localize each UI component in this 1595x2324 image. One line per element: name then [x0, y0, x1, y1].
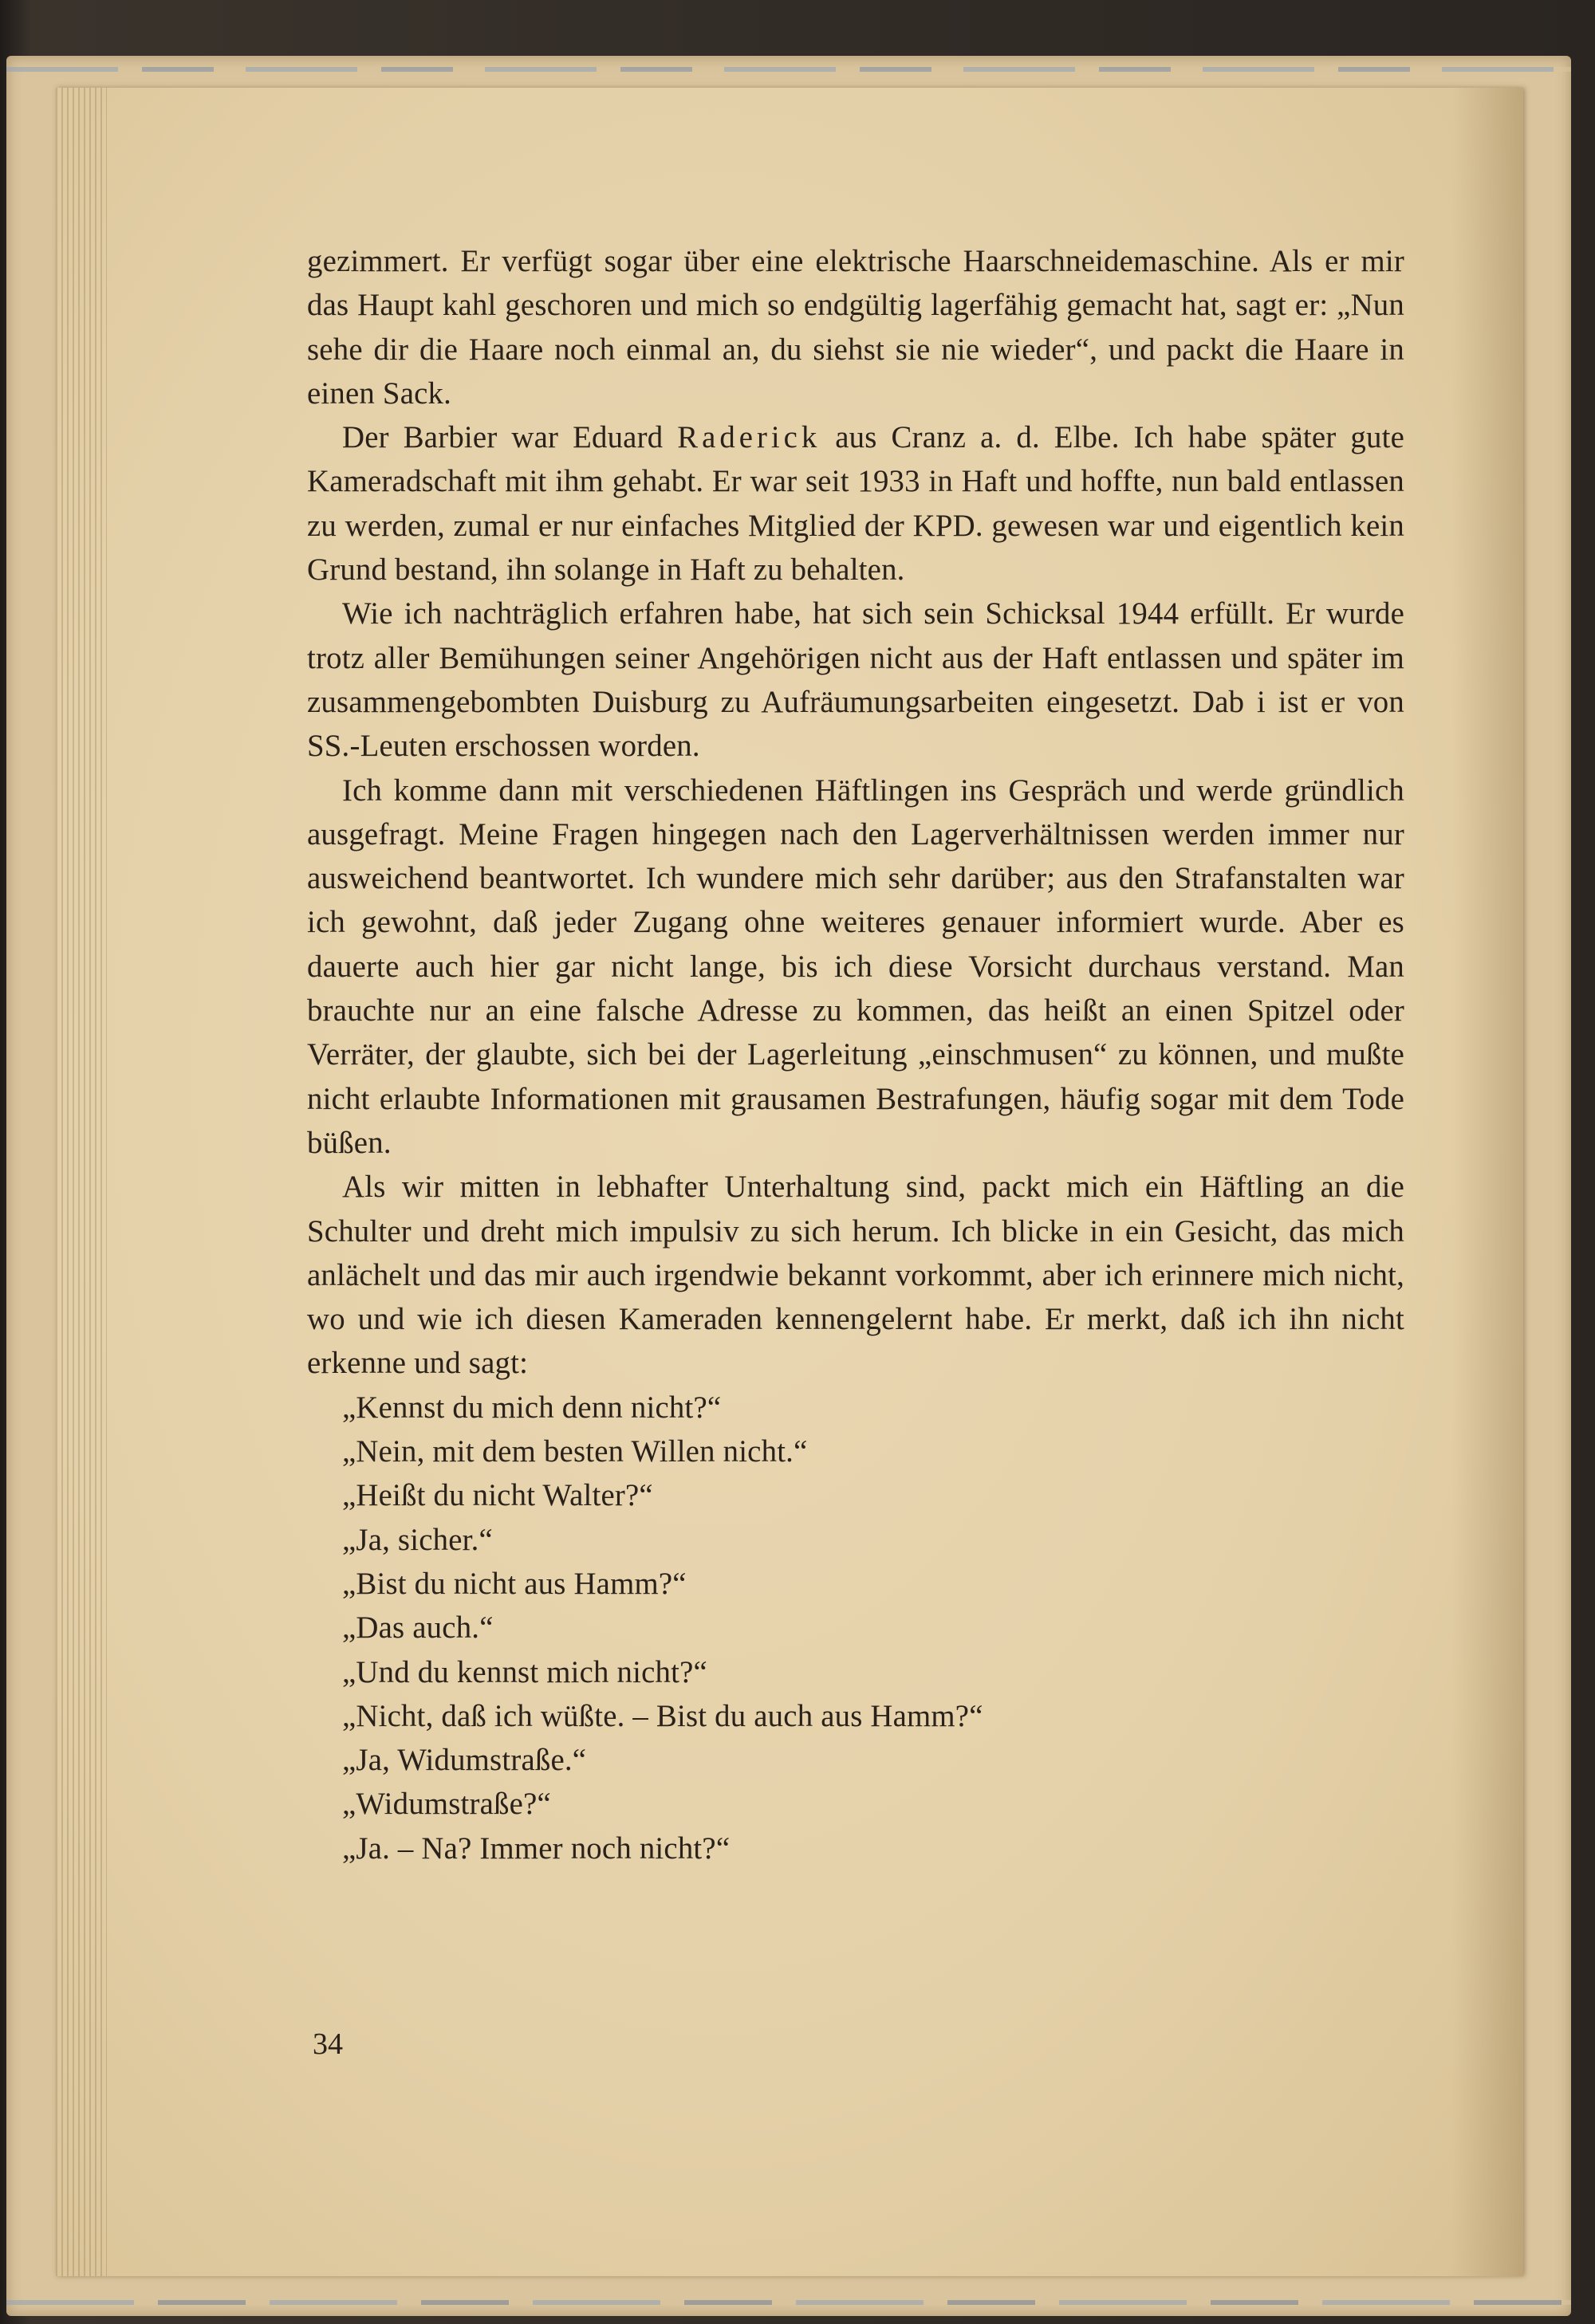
dialogue-line: „Nein, mit dem besten Willen nicht.“	[342, 1434, 808, 1469]
dialogue-line: „Nicht, daß ich wüßte. – Bist du auch aus Hamm?“	[342, 1698, 983, 1733]
page-number: 34	[313, 2027, 343, 2061]
dialogue-line: „Widumstraße?“	[342, 1787, 551, 1822]
body-text	[307, 239, 1404, 1870]
dialogue-line: „Heißt du nicht Walter?“	[342, 1478, 653, 1513]
emphasized-name: Raderick	[677, 420, 821, 455]
dialogue-line: „Kennst du mich denn nicht?“	[342, 1390, 722, 1425]
page-edge-lines	[56, 88, 107, 2276]
dialogue-line: „Bist du nicht aus Hamm?“	[342, 1566, 687, 1601]
paragraph-text-after: aus Cranz a. d. Elbe. Ich habe später gute Kameradschaft mit ihm gehabt. Er war seit 1933 in Haft und hoffte, nun bald entlassen zu werden, zumal er nur einfaches Mitglied der KPD. gewesen war und eigentlich kein Grund bestand, ihn solange in Haft zu behalten.	[307, 420, 1404, 588]
paragraph-begegnung: Als wir mitten in lebhafter Unterhaltung sind, packt mich ein Häftling an die Schulter und dreht mich impulsiv zu sich herum. Ich blicke in ein Gesicht, das mich anlächelt und das mir auch irgendwie bekannt vorkommt, aber ich erinnere mich nicht, wo und wie ich diesen Kameraden kennengelernt habe. Er merkt, daß ich ihn nicht erkenne und sagt:	[307, 1170, 1404, 1381]
dialogue-line: „Ja, Widumstraße.“	[342, 1743, 587, 1778]
paragraph-gespraech: Ich komme dann mit verschiedenen Häftlingen ins Gespräch und werde gründlich ausgefragt. Meine Fragen hingegen nach den Lagerverhältnissen werden immer nur ausweichend beantwortet. Ich wundere mich sehr darüber; aus den Strafanstalten war ich gewohnt, daß jeder Zugang ohne weiteres genauer informiert wurde. Aber es dauerte auch hier gar nicht lange, bis ich diese Vorsicht durchaus verstand. Man brauchte nur an eine falsche Adresse zu kommen, das heißt an einen Spitzel oder Verräter, der glaubte, sich bei der Lagerleitung „einschmusen“ zu können, und mußte nicht erlaubte Informationen mit grausamen Bestrafungen, häufig sogar mit dem Tode büßen.	[307, 773, 1404, 1160]
dialogue-line: „Ja. – Na? Immer noch nicht?“	[342, 1830, 731, 1866]
paragraph-continued: gezimmert. Er verfügt sogar über eine elektrische Haarschneidemaschine. Als er mir das Haupt kahl geschoren und mich so endgültig lagerfähig gemacht hat, sagt er: „Nun sehe dir die Haare noch einmal an, du siehst sie nie wieder“, und packt die Haare in einen Sack.	[307, 244, 1404, 411]
paragraph-barbier	[307, 415, 1404, 592]
dialogue-line: „Das auch.“	[342, 1610, 494, 1646]
dialogue-line: „Und du kennst mich nicht?“	[342, 1654, 707, 1689]
dialogue-line: „Ja, sicher.“	[342, 1522, 493, 1557]
dialogue	[307, 1386, 1404, 1870]
paragraph-schicksal: Wie ich nachträglich erfahren habe, hat sich sein Schicksal 1944 erfüllt. Er wurde trotz aller Bemühungen seiner Angehörigen nicht aus der Haft entlassen und später im zusammengebombten Duisburg zu Aufräumungsarbeiten eingesetzt. Dab i ist er von SS.-Leuten erschossen worden.	[307, 596, 1404, 764]
paragraph-text-before: Der Barbier war Eduard	[342, 420, 678, 455]
gutter-shadow	[1451, 88, 1523, 2276]
